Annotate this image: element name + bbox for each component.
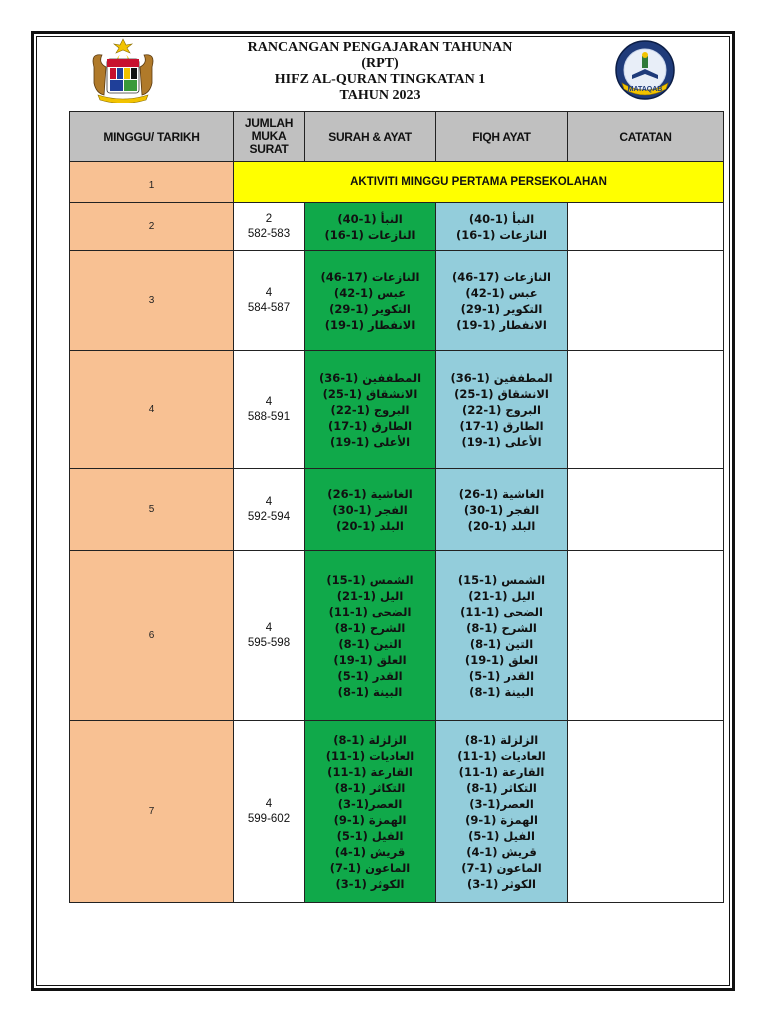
page-count: 4 [265,797,273,810]
fiqh-item: التين (1-8) [469,636,534,651]
fiqh-item: الشمس (1-15) [457,572,546,587]
fiqh-item: العصر(1-3) [469,796,534,811]
page-range: 582-583 [247,227,291,240]
week-cell: 3 [70,251,234,351]
fiqh-item: قريش (1-4) [466,844,537,859]
fiqh-item: الأعلى (1-19) [461,434,542,449]
table-row [70,721,724,903]
header-jumlah-line1: JUMLAH [244,116,294,130]
pages-cell [234,721,305,903]
week-cell: 7 [70,721,234,903]
surah-item: عبس (1-42) [333,285,407,300]
surah-item: قريش (1-4) [334,844,406,859]
surah-cell [305,351,436,469]
fiqh-cell [436,469,568,551]
surah-cell [305,721,436,903]
surah-item: الهمزة (1-9) [333,812,407,827]
page-count: 2 [265,212,273,225]
week-cell: 2 [70,203,234,251]
page-count: 4 [265,395,273,408]
surah-item: البروج (1-22) [330,402,410,417]
header-subject: HIFZ AL-QURAN TINGKATAN 1 [274,72,486,87]
fiqh-cell [436,203,568,251]
fiqh-item: التكاثر (1-8) [466,780,537,795]
fiqh-item: الزلزلة (1-8) [464,732,539,747]
surah-item: الغاشية (1-26) [327,486,413,501]
school-emblem-logo [614,39,676,101]
header-minggu: MINGGU/ TARIKH [70,112,234,162]
fiqh-item: الغاشية (1-26) [458,486,545,501]
page-count: 4 [265,495,273,508]
page-range: 595-598 [247,636,291,649]
table-row [70,162,724,203]
surah-item: التكوير (1-29) [329,301,411,316]
fiqh-cell [436,551,568,721]
catatan-cell [568,721,724,903]
surah-item: الأعلى (1-19) [329,434,411,449]
pages-cell [234,203,305,251]
table-row [70,351,724,469]
surah-cell [305,251,436,351]
fiqh-item: المطففين (1-36) [450,370,553,385]
surah-cell [305,469,436,551]
table-row [70,203,724,251]
surah-cell [305,551,436,721]
surah-item: النازعات (17-46) [320,269,420,284]
surah-item: القارعة (1-11) [327,764,413,779]
fiqh-item: الماعون (1-7) [461,860,542,875]
catatan-cell [568,251,724,351]
pages-cell [234,351,305,469]
emblem-text: MATAQAB [627,86,663,93]
fiqh-item: النازعات (17-46) [452,269,551,284]
page-range: 584-587 [247,301,291,314]
fiqh-item: الفجر (1-30) [463,502,540,517]
surah-item: الفيل (1-5) [336,828,404,843]
fiqh-item: العلق (1-19) [464,652,539,667]
header-jumlah [234,112,305,162]
header-surah: SURAH & AYAT [305,112,436,162]
fiqh-item: الانفطار (1-19) [456,317,547,332]
fiqh-item: النبأ (1-40) [468,211,535,226]
surah-item: الماعون (1-7) [329,860,411,875]
pages-cell [234,469,305,551]
table-row [70,469,724,551]
surah-item: الفجر (1-30) [332,502,408,517]
surah-item: اليل (1-21) [336,588,404,603]
fiqh-cell [436,251,568,351]
header-fiqh: FIQH AYAT [436,112,568,162]
catatan-cell [568,469,724,551]
fiqh-item: العاديات (1-11) [457,748,546,763]
fiqh-item: البلد (1-20) [467,518,536,533]
fiqh-item: الكوثر (1-3) [467,876,536,891]
pages-cell [234,251,305,351]
surah-item: الشمس (1-15) [326,572,414,587]
surah-item: النازعات (1-16) [324,227,416,242]
table-row [70,551,724,721]
surah-cell [305,203,436,251]
fiqh-item: التكوير (1-29) [460,301,543,316]
fiqh-item: البينة (1-8) [469,684,534,699]
surah-item: القدر (1-5) [337,668,403,683]
fiqh-item: الشرح (1-8) [466,620,537,635]
surah-item: العاديات (1-11) [325,748,415,763]
fiqh-item: اليل (1-21) [468,588,535,603]
fiqh-item: الفيل (1-5) [468,828,535,843]
surah-item: التين (1-8) [338,636,402,651]
surah-item: الزلزلة (1-8) [333,732,407,747]
surah-item: العصر(1-3) [337,796,403,811]
fiqh-cell [436,351,568,469]
week-cell: 6 [70,551,234,721]
fiqh-item: النازعات (1-16) [456,227,547,242]
catatan-cell [568,203,724,251]
page-count: 4 [265,286,273,299]
fiqh-item: الضحى (1-11) [460,604,543,619]
fiqh-item: البروج (1-22) [462,402,541,417]
week-cell: 1 [70,162,234,203]
header-catatan: CATATAN [568,112,724,162]
header-subtitle: (RPT) [361,56,399,71]
surah-item: الانشقاق (1-25) [322,386,418,401]
surah-item: التكاثر (1-8) [334,780,406,795]
header-title: RANCANGAN PENGAJARAN TAHUNAN [247,40,513,55]
activity-banner: AKTIVITI MINGGU PERTAMA PERSEKOLAHAN [234,162,724,203]
surah-item: العلق (1-19) [333,652,407,667]
catatan-cell [568,551,724,721]
fiqh-item: القارعة (1-11) [458,764,545,779]
page-range: 592-594 [247,510,291,523]
coat-of-arms-logo [86,37,160,103]
surah-item: المطففين (1-36) [318,370,422,385]
page-count: 4 [265,621,273,634]
fiqh-item: عبس (1-42) [465,285,538,300]
rpt-table [69,111,724,903]
surah-item: الكوثر (1-3) [335,876,405,891]
surah-item: النبأ (1-40) [337,211,403,226]
table-header-row [70,112,724,162]
fiqh-item: الطارق (1-17) [459,418,544,433]
header-jumlah-line2: MUKA [251,129,287,143]
catatan-cell [568,351,724,469]
page-range: 588-591 [247,410,291,423]
header-year: TAHUN 2023 [339,88,421,103]
page-range: 599-602 [247,812,291,825]
week-cell: 5 [70,469,234,551]
surah-item: الضحى (1-11) [328,604,412,619]
surah-item: البلد (1-20) [336,518,404,533]
surah-item: الطارق (1-17) [327,418,413,433]
fiqh-item: الانشقاق (1-25) [454,386,549,401]
header-jumlah-line3: SURAT [249,142,289,156]
pages-cell [234,551,305,721]
document-header [180,40,580,104]
fiqh-cell [436,721,568,903]
surah-item: الانفطار (1-19) [324,317,416,332]
fiqh-item: الهمزة (1-9) [465,812,538,827]
surah-item: الشرح (1-8) [334,620,406,635]
week-cell: 4 [70,351,234,469]
fiqh-item: القدر (1-5) [468,668,535,683]
surah-item: البينة (1-8) [337,684,403,699]
table-row [70,251,724,351]
